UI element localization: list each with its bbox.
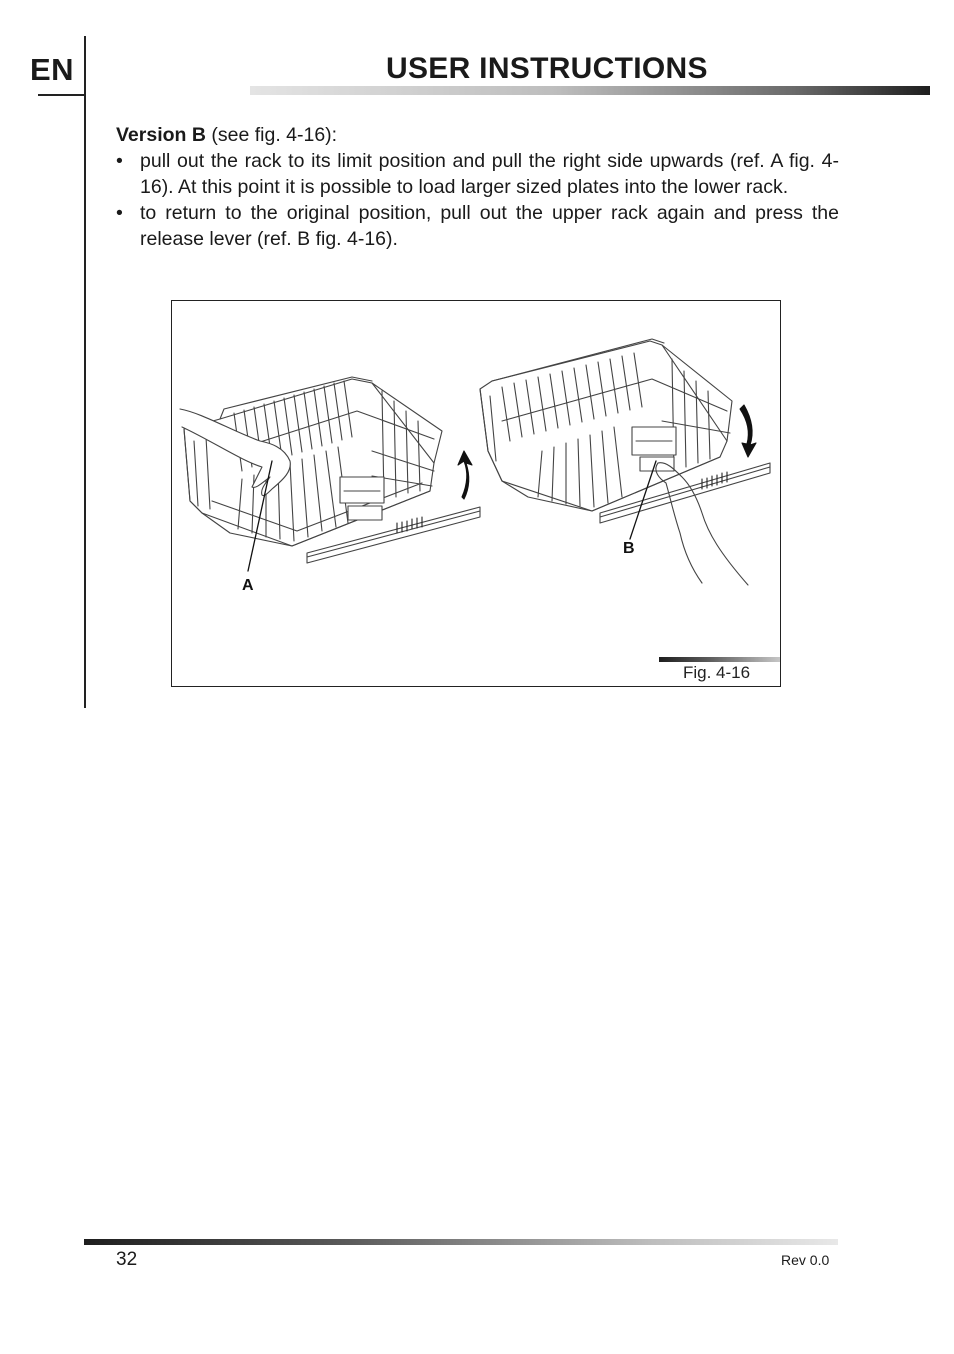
callout-b: B — [623, 540, 635, 557]
version-label: Version B — [116, 124, 206, 146]
revision-label: Rev 0.0 — [781, 1252, 830, 1268]
figure-caption-bar — [659, 657, 781, 662]
up-arrow-icon — [458, 451, 472, 499]
callout-a: A — [242, 577, 254, 594]
left-vertical-rule — [84, 36, 86, 708]
page-title: USER INSTRUCTIONS — [386, 52, 708, 85]
rack-illustration — [172, 301, 781, 687]
left-hinge-plate — [340, 477, 384, 503]
page-number: 32 — [116, 1249, 138, 1270]
figure-4-16 — [171, 300, 781, 687]
list-item-text: pull out the rack to its limit position and pull the right side upwards (ref. A fig. 4-16). At this point it is possible to load larger sized plates into the lower rack. — [140, 150, 839, 198]
figure-caption: Fig. 4-16 — [683, 663, 751, 682]
bullet-icon: • — [116, 202, 123, 224]
footer-gradient-bar — [84, 1239, 838, 1245]
instruction-list — [116, 148, 839, 252]
title-gradient-bar — [250, 86, 930, 95]
version-heading — [116, 122, 839, 148]
list-item — [116, 148, 839, 200]
version-reference: (see fig. 4-16): — [205, 124, 338, 146]
list-item-text: to return to the original position, pull out the upper rack again and press the release lever (ref. B fig. 4-16). — [140, 202, 839, 250]
left-horizontal-rule — [38, 94, 86, 96]
down-arrow-icon — [740, 405, 756, 457]
list-item — [116, 200, 839, 252]
instructions-text — [116, 122, 839, 252]
language-code: EN — [30, 52, 75, 87]
bullet-icon: • — [116, 150, 123, 172]
left-rack-drawing — [180, 377, 480, 563]
